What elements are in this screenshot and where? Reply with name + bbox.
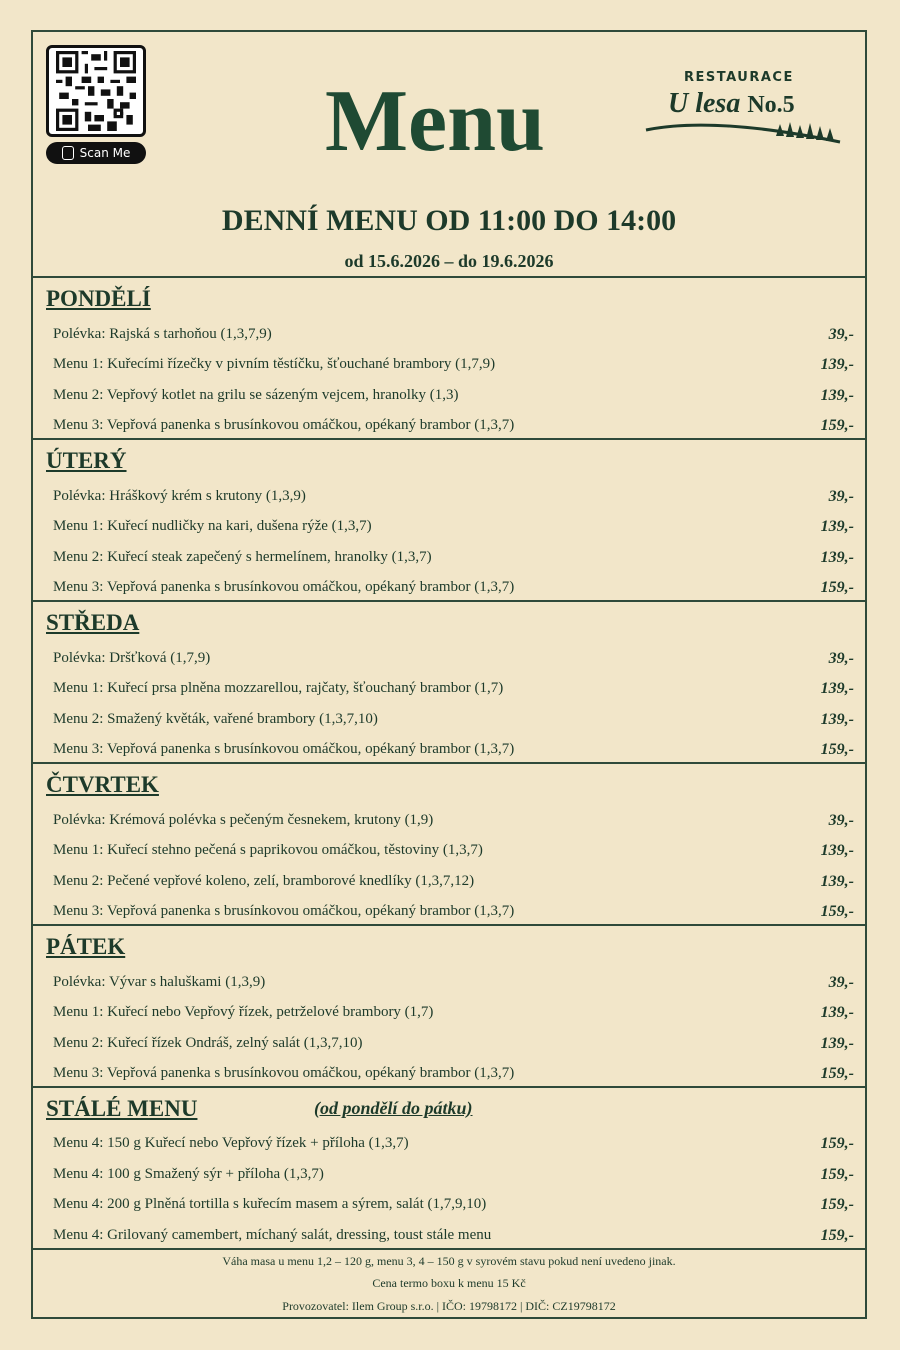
menu-item: Menu 2: Pečené vepřové koleno, zelí, bramborové knedlíky (1,3,7,12) [53, 873, 475, 889]
day-heading-thursday: ČTVRTEK [46, 772, 159, 797]
menu-item: Menu 1: Kuřecí prsa plněna mozzarellou, rajčaty, šťouchaný brambor (1,7) [53, 680, 504, 696]
menu-item: Menu 2: Vepřový kotlet na grilu se sázeným vejcem, hranolky (1,3) [53, 387, 459, 403]
menu-item: Menu 3: Vepřová panenka s brusínkovou omáčkou, opékaný brambor (1,3,7) [53, 741, 515, 757]
menu-item: Menu 2: Smažený květák, vařené brambory (1,3,7,10) [53, 711, 378, 727]
menu-item-price: 159,- [820, 417, 854, 434]
qr-code[interactable] [46, 45, 146, 137]
menu-item: Menu 4: 200 g Plněná tortilla s kuřecím masem a sýrem, salát (1,7,9,10) [53, 1196, 487, 1212]
menu-item: Menu 2: Kuřecí steak zapečený s hermelínem, hranolky (1,3,7) [53, 549, 432, 565]
menu-item-price: 139,- [820, 711, 854, 728]
divider [31, 1248, 867, 1250]
menu-item-price: 139,- [820, 549, 854, 566]
menu-item: Menu 1: Kuřecí stehno pečená s paprikovou omáčkou, těstoviny (1,3,7) [53, 842, 483, 858]
divider [31, 1086, 867, 1088]
menu-item: Menu 1: Kuřecí nebo Vepřový řízek, petrželové brambory (1,7) [53, 1004, 434, 1020]
qr-code-icon [56, 51, 136, 131]
divider [31, 762, 867, 764]
menu-item: Menu 3: Vepřová panenka s brusínkovou omáčkou, opékaný brambor (1,3,7) [53, 579, 515, 595]
permanent-menu-note: (od pondělí do pátku) [314, 1098, 473, 1118]
menu-item-price: 139,- [820, 356, 854, 373]
menu-item: Polévka: Krémová polévka s pečeným česnekem, krutony (1,9) [53, 812, 434, 828]
menu-item-price: 159,- [820, 903, 854, 920]
daily-menu-heading: DENNÍ MENU OD 11:00 DO 14:00 [221, 204, 677, 237]
scan-me-button[interactable] [46, 142, 146, 164]
day-heading-friday: PÁTEK [46, 934, 126, 959]
menu-item-price: 139,- [820, 680, 854, 697]
menu-item-price: 39,- [828, 812, 854, 829]
daily-menu-dates: od 15.6.2026 – do 19.6.2026 [344, 251, 554, 271]
divider [31, 276, 867, 278]
footer-weight-note: Váha masa u menu 1,2 – 120 g, menu 3, 4 – 150 g v syrovém stavu pokud není uvedeno jinak. [222, 1254, 676, 1268]
menu-item: Menu 3: Vepřová panenka s brusínkovou omáčkou, opékaný brambor (1,3,7) [53, 1065, 515, 1081]
menu-item-price: 39,- [828, 488, 854, 505]
menu-item-price: 159,- [820, 1227, 854, 1244]
menu-item-price: 139,- [820, 842, 854, 859]
menu-item: Polévka: Vývar s haluškami (1,3,9) [53, 974, 266, 990]
page-title: Menu [325, 73, 545, 170]
menu-item-price: 159,- [820, 579, 854, 596]
day-heading-tuesday: ÚTERÝ [46, 448, 127, 473]
permanent-menu-heading: STÁLÉ MENU [46, 1096, 198, 1121]
menu-item: Menu 3: Vepřová panenka s brusínkovou omáčkou, opékaný brambor (1,3,7) [53, 417, 515, 433]
logo-kicker: RESTAURACE [684, 70, 794, 85]
menu-item: Menu 1: Kuřecí nudličky na kari, dušena rýže (1,3,7) [53, 518, 372, 534]
menu-item-price: 39,- [828, 974, 854, 991]
logo-name-text: U lesa [668, 88, 741, 119]
menu-item: Menu 4: 100 g Smažený sýr + příloha (1,3,7) [53, 1166, 324, 1182]
menu-item-price: 159,- [820, 741, 854, 758]
footer-operator: Provozovatel: Ilem Group s.r.o. | IČO: 19798172 | DIČ: CZ19798172 [282, 1299, 616, 1313]
restaurant-logo [644, 68, 844, 148]
menu-item-price: 159,- [820, 1065, 854, 1082]
menu-item-price: 159,- [820, 1166, 854, 1183]
menu-item-price: 139,- [820, 873, 854, 890]
menu-item: Menu 2: Kuřecí řízek Ondráš, zelný salát (1,3,7,10) [53, 1035, 363, 1051]
menu-item: Menu 1: Kuřecími řízečky v pivním těstíčku, šťouchané brambory (1,7,9) [53, 356, 496, 372]
menu-item: Polévka: Dršťková (1,7,9) [53, 650, 211, 666]
footer-box-price: Cena termo boxu k menu 15 Kč [372, 1276, 526, 1290]
menu-item-price: 139,- [820, 1004, 854, 1021]
menu-item-price: 159,- [820, 1135, 854, 1152]
divider [31, 600, 867, 602]
divider [31, 924, 867, 926]
day-heading-monday: PONDĚLÍ [46, 286, 151, 311]
menu-item: Menu 4: Grilovaný camembert, míchaný salát, dressing, toust stále menu [53, 1227, 492, 1243]
phone-icon [62, 146, 74, 160]
day-heading-wednesday: STŘEDA [46, 610, 140, 635]
menu-item-price: 39,- [828, 326, 854, 343]
menu-item-price: 139,- [820, 387, 854, 404]
menu-item-price: 39,- [828, 650, 854, 667]
scan-me-label: Scan Me [79, 146, 131, 160]
qr-block[interactable] [46, 45, 148, 164]
menu-item-price: 139,- [820, 1035, 854, 1052]
forest-swoosh-icon [644, 114, 844, 148]
menu-item: Polévka: Rajská s tarhoňou (1,3,7,9) [53, 326, 272, 342]
menu-item-price: 139,- [820, 518, 854, 535]
menu-item: Menu 4: 150 g Kuřecí nebo Vepřový řízek + příloha (1,3,7) [53, 1135, 409, 1151]
logo-number: No.5 [747, 92, 795, 118]
divider [31, 438, 867, 440]
menu-item: Polévka: Hráškový krém s krutony (1,3,9) [53, 488, 306, 504]
menu-item: Menu 3: Vepřová panenka s brusínkovou omáčkou, opékaný brambor (1,3,7) [53, 903, 515, 919]
menu-item-price: 159,- [820, 1196, 854, 1213]
